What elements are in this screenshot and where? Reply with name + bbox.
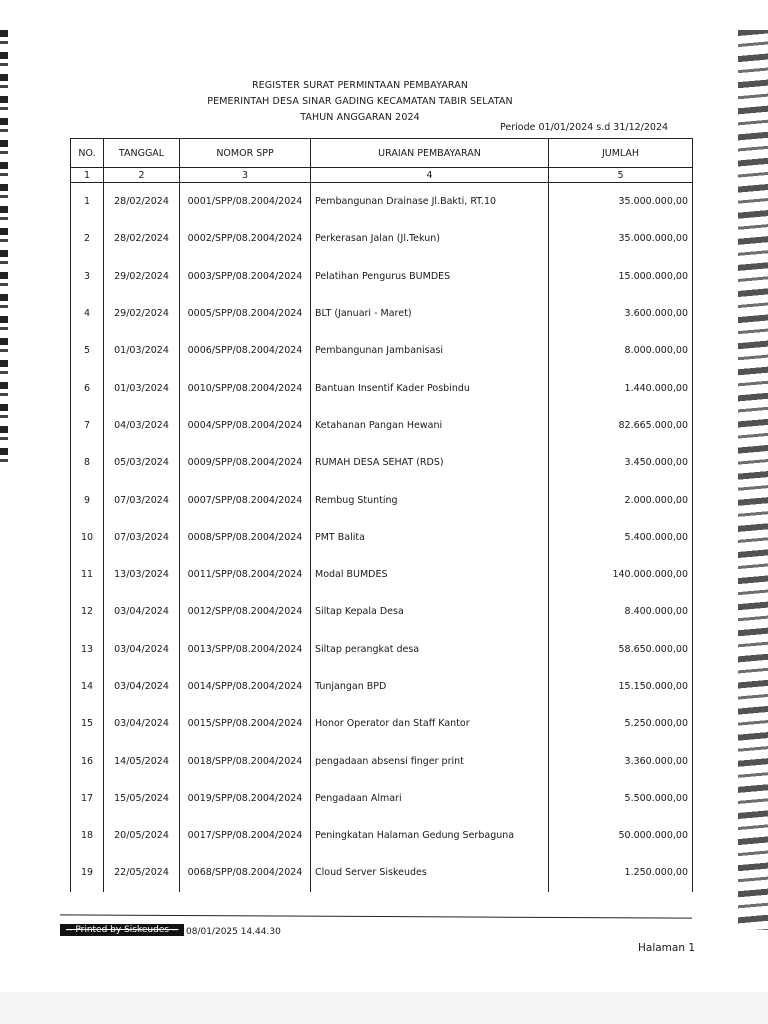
row-tanggal: 29/02/2024 (104, 295, 180, 332)
row-nomor-spp: 0001/SPP/08.2004/2024 (180, 183, 311, 221)
table-row (71, 407, 693, 444)
row-nomor-spp: 0010/SPP/08.2004/2024 (180, 369, 311, 406)
row-nomor-spp: 0018/SPP/08.2004/2024 (180, 742, 311, 779)
table-body (71, 183, 693, 892)
page-number: Halaman 1 (638, 942, 696, 954)
row-nomor-spp: 0012/SPP/08.2004/2024 (180, 593, 311, 630)
row-no: 7 (71, 407, 104, 444)
row-jumlah: 5.250.000,00 (549, 705, 693, 742)
table-row (71, 593, 693, 630)
table-header-row (71, 139, 693, 168)
row-no: 10 (71, 519, 104, 556)
col-header-uraian: URAIAN PEMBAYARAN (311, 139, 549, 168)
row-nomor-spp: 0003/SPP/08.2004/2024 (180, 258, 311, 295)
table-row (71, 220, 693, 257)
table-row (71, 369, 693, 406)
row-nomor-spp: 0014/SPP/08.2004/2024 (180, 668, 311, 705)
row-nomor-spp: 0005/SPP/08.2004/2024 (180, 295, 311, 332)
row-tanggal: 13/03/2024 (104, 556, 180, 593)
col-number: 2 (104, 168, 180, 183)
row-jumlah: 35.000.000,00 (549, 183, 693, 221)
document-subtitle: PEMERINTAH DESA SINAR GADING KECAMATAN TABIR SELATAN (207, 96, 513, 107)
row-tanggal: 03/04/2024 (104, 631, 180, 668)
table-row (71, 817, 693, 854)
row-jumlah: 35.000.000,00 (549, 220, 693, 257)
row-uraian: Honor Operator dan Staff Kantor (311, 705, 549, 742)
row-no: 9 (71, 481, 104, 518)
row-no: 8 (71, 444, 104, 481)
table-row (71, 742, 693, 779)
table-row (71, 444, 693, 481)
row-uraian: Modal BUMDES (311, 556, 549, 593)
row-nomor-spp: 0007/SPP/08.2004/2024 (180, 481, 311, 518)
footer-divider (60, 914, 692, 918)
row-jumlah: 15.150.000,00 (549, 668, 693, 705)
scan-bottom-band (0, 992, 768, 1024)
row-tanggal: 03/04/2024 (104, 668, 180, 705)
row-nomor-spp: 0008/SPP/08.2004/2024 (180, 519, 311, 556)
row-no: 6 (71, 369, 104, 406)
row-nomor-spp: 0013/SPP/08.2004/2024 (180, 631, 311, 668)
row-no: 11 (71, 556, 104, 593)
row-jumlah: 3.360.000,00 (549, 742, 693, 779)
row-uraian: Pembangunan Drainase Jl.Bakti, RT.10 (311, 183, 549, 221)
col-header-no: NO. (71, 139, 104, 168)
period-range: Periode 01/01/2024 s.d 31/12/2024 (500, 122, 669, 133)
row-tanggal: 07/03/2024 (104, 481, 180, 518)
row-nomor-spp: 0019/SPP/08.2004/2024 (180, 780, 311, 817)
row-uraian: BLT (Januari - Maret) (311, 295, 549, 332)
table-row (71, 854, 693, 891)
row-no: 15 (71, 705, 104, 742)
document-title: REGISTER SURAT PERMINTAAN PEMBAYARAN (251, 80, 469, 91)
row-tanggal: 01/03/2024 (104, 332, 180, 369)
row-uraian: Cloud Server Siskeudes (311, 854, 549, 891)
row-uraian: pengadaan absensi finger print (311, 742, 549, 779)
col-number: 5 (549, 168, 693, 183)
row-jumlah: 1.250.000,00 (549, 854, 693, 891)
row-nomor-spp: 0009/SPP/08.2004/2024 (180, 444, 311, 481)
row-tanggal: 03/04/2024 (104, 593, 180, 630)
col-header-nomor-spp: NOMOR SPP (180, 139, 311, 168)
row-jumlah: 3.450.000,00 (549, 444, 693, 481)
row-no: 13 (71, 631, 104, 668)
row-uraian: Bantuan Insentif Kader Posbindu (311, 369, 549, 406)
printed-by-label: -- Printed by Siskeudes -- (60, 924, 184, 936)
row-no: 4 (71, 295, 104, 332)
row-jumlah: 5.400.000,00 (549, 519, 693, 556)
row-tanggal: 05/03/2024 (104, 444, 180, 481)
row-jumlah: 1.440.000,00 (549, 369, 693, 406)
row-tanggal: 03/04/2024 (104, 705, 180, 742)
row-tanggal: 15/05/2024 (104, 780, 180, 817)
table-row (71, 332, 693, 369)
row-tanggal: 20/05/2024 (104, 817, 180, 854)
row-tanggal: 07/03/2024 (104, 519, 180, 556)
row-jumlah: 8.000.000,00 (549, 332, 693, 369)
row-no: 18 (71, 817, 104, 854)
col-header-tanggal: TANGGAL (104, 139, 180, 168)
row-jumlah: 140.000.000,00 (549, 556, 693, 593)
row-no: 1 (71, 183, 104, 221)
row-uraian: Siltap perangkat desa (311, 631, 549, 668)
row-jumlah: 50.000.000,00 (549, 817, 693, 854)
col-number: 1 (71, 168, 104, 183)
row-no: 2 (71, 220, 104, 257)
row-uraian: Perkerasan Jalan (Jl.Tekun) (311, 220, 549, 257)
row-no: 3 (71, 258, 104, 295)
row-no: 17 (71, 780, 104, 817)
row-uraian: Tunjangan BPD (311, 668, 549, 705)
row-uraian: RUMAH DESA SEHAT (RDS) (311, 444, 549, 481)
row-uraian: Siltap Kepala Desa (311, 593, 549, 630)
row-uraian: Pembangunan Jambanisasi (311, 332, 549, 369)
row-nomor-spp: 0017/SPP/08.2004/2024 (180, 817, 311, 854)
table-row (71, 258, 693, 295)
row-jumlah: 58.650.000,00 (549, 631, 693, 668)
row-no: 12 (71, 593, 104, 630)
table-row (71, 481, 693, 518)
row-nomor-spp: 0002/SPP/08.2004/2024 (180, 220, 311, 257)
table-row (71, 668, 693, 705)
table-row (71, 519, 693, 556)
table-row (71, 780, 693, 817)
row-jumlah: 82.665.000,00 (549, 407, 693, 444)
row-tanggal: 14/05/2024 (104, 742, 180, 779)
table-row (71, 183, 693, 221)
row-tanggal: 01/03/2024 (104, 369, 180, 406)
row-uraian: Pelatihan Pengurus BUMDES (311, 258, 549, 295)
row-uraian: Pengadaan Almari (311, 780, 549, 817)
row-nomor-spp: 0015/SPP/08.2004/2024 (180, 705, 311, 742)
row-nomor-spp: 0068/SPP/08.2004/2024 (180, 854, 311, 891)
print-timestamp: 08/01/2025 14.44.30 (186, 927, 281, 937)
col-number: 4 (311, 168, 549, 183)
row-tanggal: 04/03/2024 (104, 407, 180, 444)
row-uraian: Peningkatan Halaman Gedung Serbaguna (311, 817, 549, 854)
table-row (71, 295, 693, 332)
row-jumlah: 5.500.000,00 (549, 780, 693, 817)
table-row (71, 631, 693, 668)
budget-year: TAHUN ANGGARAN 2024 (300, 112, 420, 123)
column-number-row (71, 168, 693, 183)
row-jumlah: 3.600.000,00 (549, 295, 693, 332)
row-tanggal: 29/02/2024 (104, 258, 180, 295)
table-row (71, 705, 693, 742)
row-uraian: PMT Balita (311, 519, 549, 556)
row-nomor-spp: 0006/SPP/08.2004/2024 (180, 332, 311, 369)
table-row (71, 556, 693, 593)
row-no: 14 (71, 668, 104, 705)
row-nomor-spp: 0011/SPP/08.2004/2024 (180, 556, 311, 593)
row-no: 16 (71, 742, 104, 779)
row-uraian: Rembug Stunting (311, 481, 549, 518)
row-no: 5 (71, 332, 104, 369)
row-no: 19 (71, 854, 104, 891)
col-header-jumlah: JUMLAH (549, 139, 693, 168)
row-tanggal: 28/02/2024 (104, 220, 180, 257)
row-tanggal: 22/05/2024 (104, 854, 180, 891)
row-jumlah: 2.000.000,00 (549, 481, 693, 518)
row-nomor-spp: 0004/SPP/08.2004/2024 (180, 407, 311, 444)
register-table (70, 138, 693, 892)
col-number: 3 (180, 168, 311, 183)
row-tanggal: 28/02/2024 (104, 183, 180, 221)
row-jumlah: 15.000.000,00 (549, 258, 693, 295)
row-uraian: Ketahanan Pangan Hewani (311, 407, 549, 444)
row-jumlah: 8.400.000,00 (549, 593, 693, 630)
